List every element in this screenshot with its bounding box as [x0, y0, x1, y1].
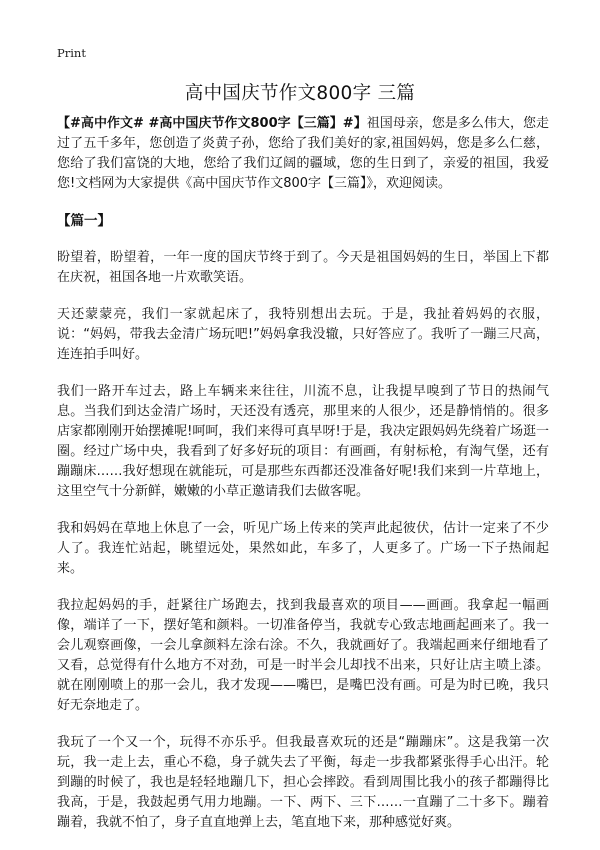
body-paragraph: 天还蒙蒙亮，我们一家就起床了，我特别想出去玩。于是，我扯着妈妈的衣服，说：“妈妈，带我去金清广场玩吧!”妈妈拿我没辙，只好答应了。我听了一蹦三尺高，连连拍手叫好。: [57, 307, 549, 362]
print-link[interactable]: Print: [57, 46, 86, 60]
article-body: [57, 114, 549, 850]
body-paragraph: 我玩了一个又一个，玩得不亦乐乎。但我最喜欢玩的还是“蹦蹦床”。这是我第一次玩，我一走上去，重心不稳，身子就失去了平衡，每走一步我都紧张得手心出汗。轮到蹦的时候了，我也是轻轻地蹦几下，担心会摔跤。看到周围比我小的孩子都蹦得比我高，于是，我鼓起勇气用力地蹦。一下、两下、三下……一直蹦了二十多下。蹦着蹦着，我就不怕了，身子直直地弹上去，笔直地下来，那种感觉好爽。: [57, 735, 549, 830]
body-paragraph: 我和妈妈在草地上休息了一会，听见广场上传来的笑声此起彼伏，估计一定来了不少人了。我连忙站起，眺望远处，果然如此，车多了，人更多了。广场一下子热闹起来。: [57, 521, 549, 576]
body-paragraph: 盼望着，盼望着，一年一度的国庆节终于到了。今天是祖国妈妈的生日，举国上下都在庆祝，祖国各地一片欢歌笑语。: [57, 250, 549, 285]
body-paragraph: 我拉起妈妈的手，赶紧往广场跑去，找到我最喜欢的项目——画画。我拿起一幅画像，端详了一下，摆好笔和颜料。一切准备停当，我就专心致志地画起画来了。我一会儿观察画像，一会儿拿颜料左涂右涂。不久，我就画好了。我端起画来仔细地看了又看，总觉得有什么地方不对劲，可是一时半会儿却找不出来，只好让店主喷上漆。就在刚刚喷上的那一会儿，我才发现——嘴巴，是嘴巴没有画。可是为时已晚，我只好无奈地走了。: [57, 598, 549, 713]
section-heading: 【篇一】: [57, 213, 111, 229]
intro-text: 祖国母亲，您是多么伟大，您走过了五千多年，您创造了炎黄子孙，您给了我们美好的家,祖国妈妈，您是多么仁慈，您给了我们富饶的大地，您给了我们辽阔的疆域，您的生日到了，亲爱的祖国，我爱您!文档网为大家提供《高中国庆节作文800字【三篇】》，欢迎阅读。: [57, 116, 549, 191]
intro-paragraph: [57, 114, 549, 194]
page-title: 高中国庆节作文800字 三篇: [184, 83, 416, 104]
body-paragraph: 我们一路开车过去，路上车辆来来往往，川流不息，让我提早嗅到了节日的热闹气息。当我们到达金清广场时，天还没有透亮，那里来的人很少，还是静悄悄的。很多店家都刚刚开始摆摊呢!呵呵，我们来得可真早呀!于是，我决定跟妈妈先绕着广场逛一圈。经过广场中央，我看到了好多好玩的项目：有画画，有射标枪，有淘气堡，还有蹦蹦床……我好想现在就能玩，可是那些东西都还没准备好呢!我们来到一片草地上，这里空气十分新鲜，嫩嫩的小草正邀请我们去做客呢。: [57, 384, 549, 499]
intro-tag: 【#高中作文# #高中国庆节作文800字【三篇】#】: [57, 116, 367, 131]
